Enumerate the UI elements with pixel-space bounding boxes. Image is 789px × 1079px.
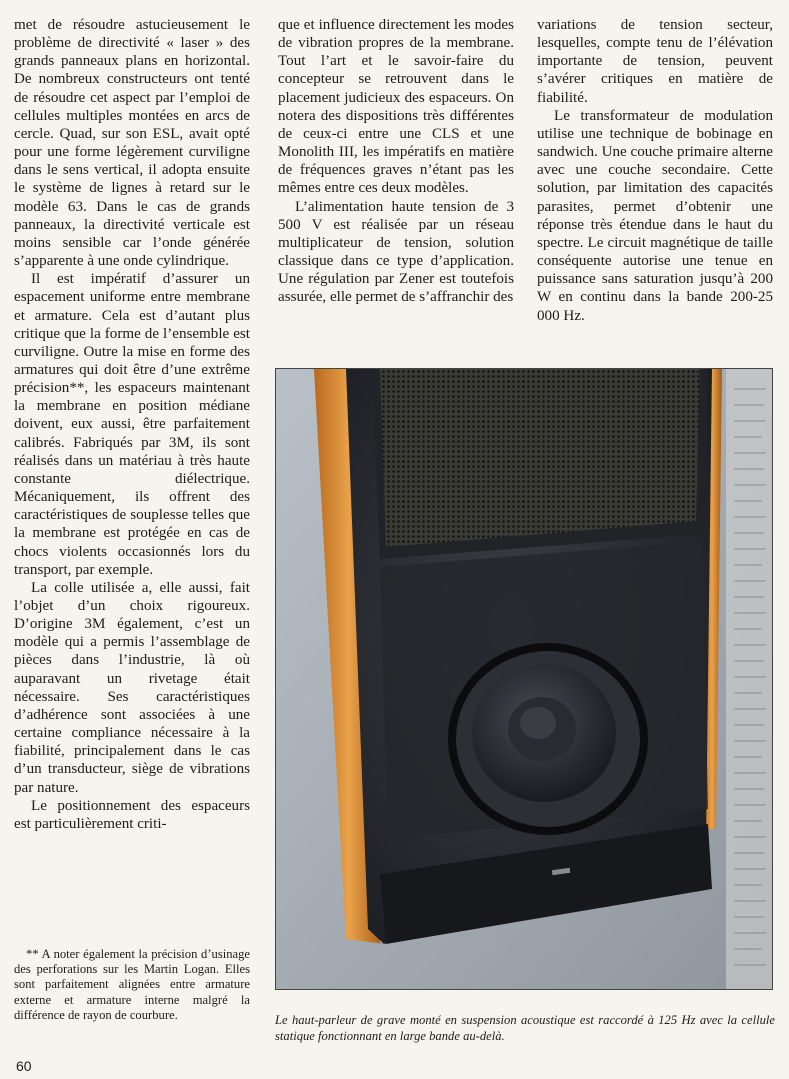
- text-column-2: [278, 16, 514, 307]
- woofer: [448, 643, 648, 835]
- paragraph: Le positionnement des espaceurs est particulièrement criti-: [14, 797, 250, 832]
- text-column-3: [537, 16, 773, 325]
- paragraph: L’alimentation haute tension de 3 500 V est réalisée par un réseau multiplicateur de tension, solution classique dans ce type d’application. Une régulation par Zener est toutefois assurée, elle permet de s’affranchir des: [278, 198, 514, 306]
- paragraph: Il est impératif d’assurer un espacement uniforme entre membrane et armature. Cela est d’autant plus critique que la forme de l’ensemble est curviligne. Outre la mise en forme des armatures qui doit être d’une extrême précision**, les espaceurs maintenant la membrane en position médiane doivent, eux aussi, être parfaitement calibrés. Fabriqués par 3M, ils sont réalisés dans un matériau à très haute constante diélectrique. Mécaniquement, ils offrent des caractéristiques de souplesse telles que la membrane est protégée en cas de chocs violents occasionnés lors du transport, par exemple.: [14, 271, 250, 578]
- text-column-1: [14, 16, 250, 833]
- paragraph: met de résoudre astucieusement le problème de directivité « laser » des grands panneaux plans en horizontal. De nombreux constructeurs ont tenté de résoudre cet aspect par l’emploi de cellules multiples montées en arcs de cercle. Quad, sur son ESL, avait opté pour une forme légèrement curviligne dans le sens vertical, il adopta ensuite le système de lignes à retard sur le modèle 63. Dans le cas de grands panneaux, la directivité verticale est moins sensible car l’onde générée s’apparente à une onde cylindrique.: [14, 17, 250, 270]
- page-number: 60: [16, 1058, 32, 1074]
- paragraph: Le transformateur de modulation utilise une technique de bobinage en sandwich. Une couche primaire alterne avec une couche secondaire. Cette solution, par limitation des capacités parasites, permet d’obtenir une réponse très étendue dans le haut du spectre. Le circuit magnétique de taille conséquente autorise une tenue en puissance sans saturation jusqu’à 200 W en continu dans la bande 200-25 000 Hz.: [537, 107, 773, 324]
- footnote-text: ** A noter également la précision d’usinage des perforations sur les Martin Logan. Elles sont parfaitement alignées entre armature externe et armature interne malgré la différence de rayon de courbure.: [14, 947, 250, 1022]
- paragraph: variations de tension secteur, lesquelles, compte tenu de l’élévation importante de tension, peuvent s’avérer critiques en matière de fiabilité.: [537, 17, 773, 106]
- electrostatic-panel-mesh: [380, 369, 700, 547]
- photo-caption: Le haut-parleur de grave monté en suspension acoustique est raccordé à 125 Hz avec la cellule statique fonctionnant en large bande au-delà.: [275, 1013, 775, 1043]
- paragraph: La colle utilisée a, elle aussi, fait l’objet d’un choix rigoureux. D’origine 3M également, c’est un modèle qui a permis l’assemblage de pièces dans l’industrie, là où auparavant un rivetage était nécessaire. Ses caractéristiques d’adhérence sont associées à une certaine compliance nécessaire à la fiabilité, principalement dans le cas d’un transducteur, siège de vibrations par nature.: [14, 579, 250, 796]
- loudspeaker-photo: [275, 368, 773, 990]
- paragraph: que et influence directement les modes de vibration propres de la membrane. Tout l’art et le savoir-faire du concepteur se retrouvent dans le placement judicieux des espaceurs. On notera des dispositions très différentes de ceux-ci entre une CLS et une Monolith III, les impératifs en matière de fréquences graves n’étant pas les mêmes entre ces deux modèles.: [278, 17, 514, 197]
- footnote: [14, 947, 250, 1023]
